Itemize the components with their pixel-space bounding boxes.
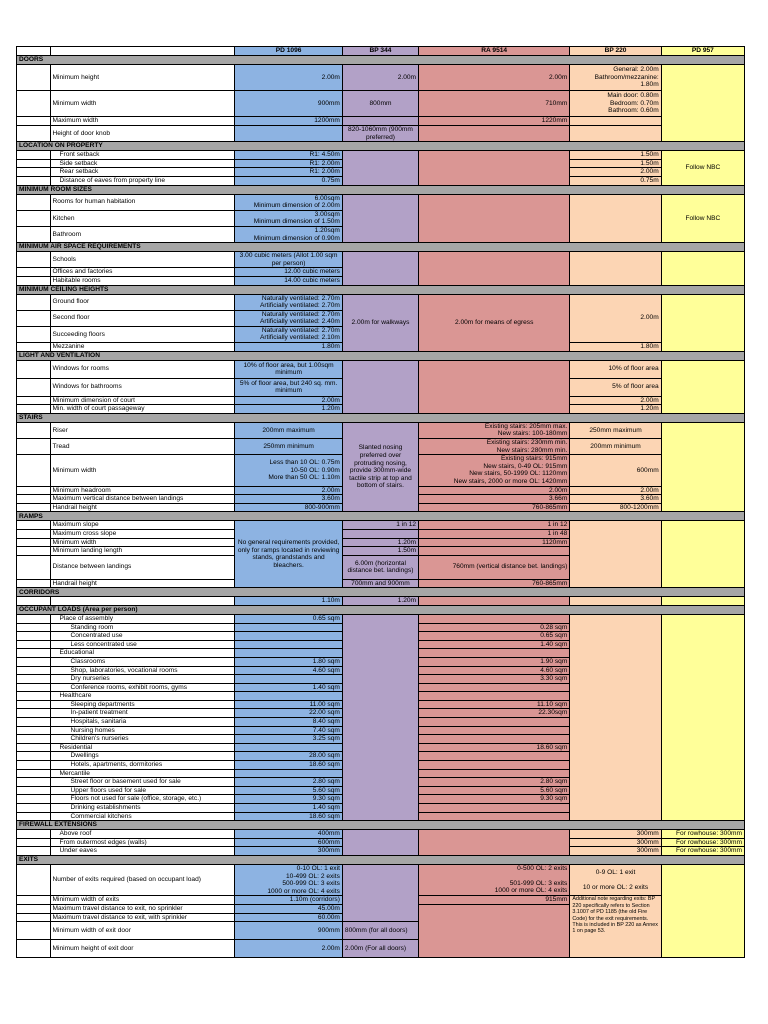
table-row: Habitable rooms 14.00 cubic meters — [17, 276, 745, 285]
occupant-label: Floors not used for sale (office, storage, etc.) — [50, 795, 235, 804]
occupant-ra9514: 2.80 sqm — [419, 778, 570, 787]
occupant-ra9514 — [419, 614, 570, 623]
occupant-ra9514: 11.10 sqm — [419, 700, 570, 709]
occupant-pd1096: 4.60 sqm — [235, 666, 343, 675]
table-row: Offices and factories 12.00 cubic meters — [17, 268, 745, 277]
section-corridors: CORRIDORS — [17, 588, 745, 597]
occupant-label: Sleeping departments — [50, 700, 235, 709]
table-row: Minimum width 900mm 800mm 710mm Main door: 0.80m Bedroom: 0.70m Bathroom: 0.60m — [17, 91, 745, 117]
occupant-pd1096: 5.60 sqm — [235, 786, 343, 795]
section-room-sizes: MINIMUM ROOM SIZES — [17, 185, 745, 194]
section-exits: EXITS — [17, 855, 745, 864]
table-row: Under eaves 300mm 300mm For rowhouse: 300mm — [17, 847, 745, 856]
table-row — [17, 614, 745, 623]
table-row: Above roof 400mm 300mm For rowhouse: 300mm — [17, 830, 745, 839]
occupant-pd1096: 1.80 sqm — [235, 657, 343, 666]
section-stairs: STAIRS — [17, 413, 745, 422]
table-row: Minimum height 2.00m 2.00m 2.00m General: 2.00m Bathroom/mezzanine: 1.80m — [17, 65, 745, 91]
occupant-ra9514 — [419, 804, 570, 813]
occupant-pd1096: 7.40 sqm — [235, 726, 343, 735]
occupant-rows — [17, 614, 745, 820]
occupant-pd1096: 9.30 sqm — [235, 795, 343, 804]
header-row — [17, 47, 745, 56]
occupant-label: Drinking establishments — [50, 804, 235, 813]
table-row: Maximum vertical distance between landings 3.60m 3.66m 3.60m — [17, 495, 745, 504]
occupant-label: Place of assembly — [50, 614, 235, 623]
occupant-label: Standing room — [50, 623, 235, 632]
occupant-ra9514 — [419, 735, 570, 744]
occupant-pd1096: 28.00 sqm — [235, 752, 343, 761]
table-row: Schools 3.00 cubic meters (Allot 1.00 sqm per person) — [17, 252, 745, 268]
occupant-label: Mercantile — [50, 769, 235, 778]
table-row: Rooms for human habitation 6.00sqm Minimum dimension of 2.00m Follow NBC — [17, 194, 745, 210]
occupant-pd1096 — [235, 649, 343, 658]
section-air-space: MINIMUM AIR SPACE REQUIREMENTS — [17, 243, 745, 252]
occupant-pd1096: 1.40 sqm — [235, 804, 343, 813]
occupant-pd1096: 8.40 sqm — [235, 718, 343, 727]
occupant-pd1096 — [235, 692, 343, 701]
section-light: LIGHT AND VENTILATION — [17, 351, 745, 360]
occupant-ra9514: 0.28 sqm — [419, 623, 570, 632]
occupant-ra9514: 9.30 sqm — [419, 795, 570, 804]
col-ra9514: RA 9514 — [419, 47, 570, 56]
occupant-ra9514 — [419, 769, 570, 778]
occupant-pd1096 — [235, 743, 343, 752]
occupant-label: Nursing homes — [50, 726, 235, 735]
table-row: Minimum headroom 2.00m 2.00m 2.00m — [17, 486, 745, 495]
table-row: Succeeding floors Naturally ventilated: 2.70m Artificially ventilated: 2.10m — [17, 326, 745, 342]
occupant-pd1096: 18.60 sqm — [235, 761, 343, 770]
occupant-label: In-patient treatment — [50, 709, 235, 718]
occupant-label: Shop, laboratories, vocational rooms — [50, 666, 235, 675]
table-row: Minimum width of exits 1.10m (corridors) 915mm Additional note regarding exits: BP 220 specifically refers to Section 3.1007 of PD 1185 (the old Fire Code) for the exit requirements. This is included in BP 220 as Annex 1 on page 53. — [17, 896, 745, 905]
occupant-label: Classrooms — [50, 657, 235, 666]
col-bp220: BP 220 — [570, 47, 661, 56]
table-row: Minimum dimension of court 2.00m 2.00m — [17, 396, 745, 405]
occupant-label: Conference rooms, exhibit rooms, gyms — [50, 683, 235, 692]
section-ceiling: MINIMUM CEILING HEIGHTS — [17, 285, 745, 294]
occupant-label: Children's nurseries — [50, 735, 235, 744]
occupant-label: Educational — [50, 649, 235, 658]
table-row: Minimum width Less than 10 OL: 0.75m 10-50 OL: 0.90m More than 50 OL: 1.10m Existing stairs: 915mm New stairs, 0-49 OL: 915mm New stairs, 50-1999 OL: 1120mm New stairs, 2000 or more OL: 1420mm 600mm — [17, 455, 745, 486]
occupant-label: Residential — [50, 743, 235, 752]
table-row: Front setback R1: 4.50m 1.50m Follow NBC — [17, 151, 745, 160]
table-row: Min. width of court passageway 1.20m 1.20m — [17, 405, 745, 414]
occupant-ra9514 — [419, 812, 570, 821]
table-row: Maximum slope No general requirements provided, only for ramps located in reviewing stands, grandstands and bleachers. 1 in 12 1 in 12 — [17, 521, 745, 530]
bp220-exit-note: Additional note regarding exits: BP 220 specifically refers to Section 3.1007 of PD 1185 (the old Fire Code) for the exit requirements. This is included in BP 220 as Annex 1 on page 53. — [570, 896, 661, 958]
table-row: Windows for bathrooms 5% of floor area, but 240 sq. mm. minimum 5% of floor area — [17, 378, 745, 396]
occupant-ra9514 — [419, 718, 570, 727]
table-row: Handrail height 700mm and 900mm 760-865mm — [17, 579, 745, 588]
table-row: Minimum width of exit door 900mm 800mm (for all doors) — [17, 922, 745, 940]
occupant-pd1096: 0.65 sqm — [235, 614, 343, 623]
occupant-label: Commercial kitchens — [50, 812, 235, 821]
table-row: Distance between landings 6.00m (horizontal distance bet. landings) 760mm (vertical distance bet. landings) — [17, 555, 745, 579]
section-occupant: OCCUPANT LOADS (Area per person) — [17, 605, 745, 614]
table-row: Maximum width 1200mm 1220mm — [17, 117, 745, 126]
occupant-ra9514 — [419, 726, 570, 735]
occupant-pd1096 — [235, 623, 343, 632]
occupant-label: Upper floors used for sale — [50, 786, 235, 795]
occupant-label: Concentrated use — [50, 632, 235, 641]
occupant-label: Street floor or basement used for sale — [50, 778, 235, 787]
occupant-ra9514 — [419, 683, 570, 692]
table-row: Height of door knob 820-1060mm (900mm preferred) — [17, 126, 745, 142]
section-doors: DOORS — [17, 56, 745, 65]
occupant-ra9514: 5.60 sqm — [419, 786, 570, 795]
table-row: Minimum height of exit door 2.00m 2.00m (For all doors) — [17, 940, 745, 958]
occupant-label: Hospitals, sanitaria — [50, 718, 235, 727]
table-row: Minimum width 1.20m 1120mm — [17, 538, 745, 547]
table-row: Kitchen 3.00sqm Minimum dimension of 1.50m — [17, 210, 745, 226]
occupant-pd1096: 18.60 sqm — [235, 812, 343, 821]
table-row: Handrail height 800-900mm 760-865mm 800-1200mm — [17, 503, 745, 512]
table-row: From outermost edges (walls) 600mm 300mm For rowhouse: 300mm — [17, 838, 745, 847]
table-row: Windows for rooms 10% of floor area, but 1.00sqm minimum 10% of floor area — [17, 360, 745, 378]
section-ramps: RAMPS — [17, 512, 745, 521]
table-row: Rear setback R1: 2.00m 2.00m — [17, 168, 745, 177]
col-pd1096: PD 1096 — [235, 47, 343, 56]
occupant-ra9514 — [419, 649, 570, 658]
occupant-label: Hotels, apartments, dormitories — [50, 761, 235, 770]
table-row: Bathroom 1.20sqm Minimum dimension of 0.90m — [17, 226, 745, 242]
table-row: Minimum landing length 1.50m — [17, 547, 745, 556]
occupant-pd1096 — [235, 769, 343, 778]
table-row: Number of exits required (based on occupant load) 0-10 OL: 1 exit 10-499 OL: 2 exits 500-999 OL: 3 exits 1000 or more OL: 4 exits 0-500 OL: 2 exits 501-999 OL: 3 exits 1000 or more OL: 4 exits 0-9 OL: 1 exit 10 or more OL: 2 exits — [17, 864, 745, 895]
table-row: 1.10m 1.20m — [17, 597, 745, 606]
col-pd957: PD 957 — [661, 47, 744, 56]
col-bp344: BP 344 — [342, 47, 418, 56]
occupant-label: Dry nurseries — [50, 675, 235, 684]
table-row: Maximum travel distance to exit, with sprinkler 60.00m — [17, 913, 745, 922]
occupant-ra9514: 1.90 sqm — [419, 657, 570, 666]
occupant-pd1096: 11.00 sqm — [235, 700, 343, 709]
table-row: Riser 200mm maximum Slanted nosing preferred over protruding nosing, provide 300mm-wide tactile strip at top and bottom of stairs. Existing stairs: 205mm max. New stairs: 100-180mm 250mm maximum — [17, 422, 745, 438]
occupant-ra9514: 18.60 sqm — [419, 743, 570, 752]
table-row: Tread 250mm minimum Existing stairs: 230mm min. New stairs: 280mm min. 200mm minimum — [17, 439, 745, 455]
occupant-ra9514 — [419, 692, 570, 701]
section-firewall: FIREWALL EXTENSIONS — [17, 821, 745, 830]
occupant-pd1096: 22.00 sqm — [235, 709, 343, 718]
section-location: LOCATION ON PROPERTY — [17, 142, 745, 151]
table-row: Ground floor Naturally ventilated: 2.70m Artificially ventilated: 2.70m 2.00m for walkways 2.00m for means of egress 2.00m — [17, 294, 745, 310]
occupant-ra9514: 1.40 sqm — [419, 640, 570, 649]
table-row: Maximum travel distance to exit, no sprinkler 45.00m — [17, 904, 745, 913]
occupant-pd1096: 3.25 sqm — [235, 735, 343, 744]
occupant-pd1096 — [235, 640, 343, 649]
table-row: Side setback R1: 2.00m 1.50m — [17, 159, 745, 168]
occupant-ra9514 — [419, 752, 570, 761]
occupant-pd1096 — [235, 632, 343, 641]
occupant-pd1096 — [235, 675, 343, 684]
row-label: Minimum height — [50, 65, 235, 91]
occupant-ra9514: 22.30sqm — [419, 709, 570, 718]
occupant-ra9514: 0.65 sqm — [419, 632, 570, 641]
comparison-table — [16, 46, 745, 958]
occupant-ra9514: 3.30 sqm — [419, 675, 570, 684]
table-row: Distance of eaves from property line 0.75m 0.75m — [17, 176, 745, 185]
table-row: Maximum cross slope 1 in 48 — [17, 529, 745, 538]
occupant-pd1096: 1.40 sqm — [235, 683, 343, 692]
occupant-ra9514: 4.60 sqm — [419, 666, 570, 675]
occupant-label: Dwellings — [50, 752, 235, 761]
occupant-label: Less concentrated use — [50, 640, 235, 649]
occupant-ra9514 — [419, 761, 570, 770]
table-row: Second floor Naturally ventilated: 2.70m Artificially ventilated: 2.40m — [17, 310, 745, 326]
table-row: Mezzanine 1.80m 1.80m — [17, 343, 745, 352]
occupant-label: Healthcare — [50, 692, 235, 701]
occupant-pd1096: 2.80 sqm — [235, 778, 343, 787]
